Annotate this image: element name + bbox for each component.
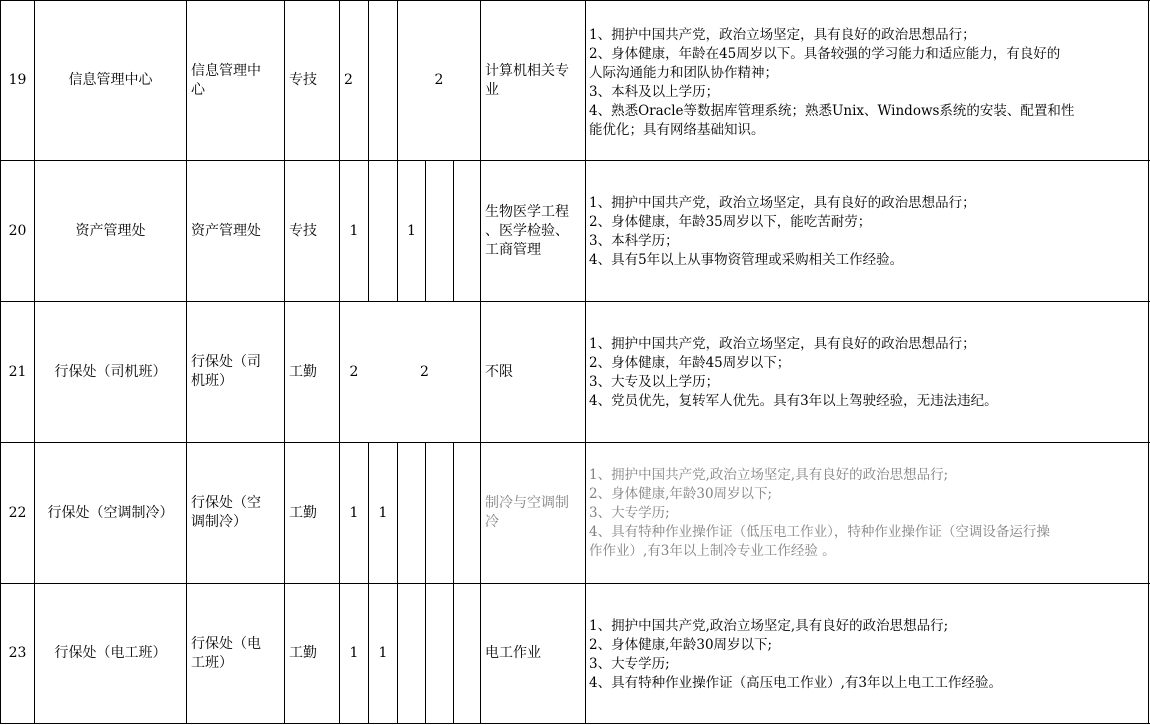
major-line: 冷 <box>485 514 499 530</box>
post-type: 工勤 <box>289 363 317 380</box>
requirement-line: 2、身体健康,年龄30周岁以下; <box>589 486 773 502</box>
requirement-line: 作作业）,有3年以上制冷专业工作经验 。 <box>589 543 836 559</box>
requirements-text <box>589 194 1147 270</box>
requirements-text <box>589 335 1147 411</box>
major-line: 工商管理 <box>485 241 541 258</box>
requirement-line: 3、大专及以上学历； <box>589 374 720 390</box>
department-name: 行保处（电工班） <box>54 645 167 661</box>
post-name-line: 行保处（司 <box>191 354 261 370</box>
column-divider <box>397 442 398 583</box>
post-name-line: 机班） <box>191 373 233 389</box>
post-name <box>187 302 284 442</box>
department-name: 行保处（司机班） <box>54 363 167 380</box>
headcount: 1 <box>349 645 359 661</box>
column-divider <box>453 583 454 724</box>
post-name-line: 工班） <box>191 654 233 671</box>
department-name: 信息管理中心 <box>68 72 153 88</box>
headcount-sub: 1 <box>378 645 388 661</box>
requirement-line: 1、拥护中国共产党，政治立场坚定，具有良好的政治思想品行； <box>589 336 976 352</box>
requirement-line: 3、本科学历； <box>589 233 679 249</box>
major-line: 业 <box>485 81 499 98</box>
row-number: 21 <box>8 363 27 380</box>
requirement-line: 4、具有特种作业操作证（低压电工作业），特种作业操作证（空调设备运行操 <box>589 524 1050 540</box>
column-divider <box>425 160 426 301</box>
headcount: 2 <box>349 363 359 380</box>
post-type: 专技 <box>289 222 317 239</box>
major-line: 生物医学工程 <box>485 203 569 220</box>
post-name: 资产管理处 <box>191 222 261 239</box>
requirement-line: 1、拥护中国共产党，政治立场坚定，具有良好的政治思想品行； <box>589 195 976 211</box>
row-number: 20 <box>8 222 27 239</box>
requirement-line: 1、拥护中国共产党，政治立场坚定，具有良好的政治思想品行； <box>589 27 976 43</box>
post-name-line: 行保处（电 <box>191 635 261 652</box>
post-type: 专技 <box>289 72 317 88</box>
post-name <box>187 1 284 160</box>
requirement-line: 4、具有特种作业操作证（高压电工作业）,有3年以上电工工作经验。 <box>589 675 1002 691</box>
post-name-line: 信息管理中 <box>191 62 261 79</box>
headcount-sub: 1 <box>378 504 388 521</box>
post-type: 工勤 <box>289 504 317 521</box>
post-name-line: 心 <box>191 81 205 98</box>
column-divider <box>368 160 369 301</box>
major-requirement <box>481 161 585 301</box>
requirement-line: 3、本科及以上学历； <box>589 84 720 100</box>
row-number: 23 <box>8 645 27 661</box>
department-name: 资产管理处 <box>75 222 146 239</box>
headcount: 2 <box>344 72 353 88</box>
column-divider <box>425 583 426 724</box>
column-divider <box>453 160 454 301</box>
requirements-text <box>589 26 1147 140</box>
post-name-line: 调制冷） <box>191 514 247 530</box>
requirement-line: 人际沟通能力和团队协作精神； <box>589 65 778 81</box>
column-divider <box>1148 0 1149 724</box>
post-name <box>187 443 284 583</box>
headcount: 1 <box>349 222 359 239</box>
row-number: 19 <box>8 72 27 88</box>
column-divider <box>585 0 586 724</box>
column-divider <box>368 0 369 160</box>
headcount-sub: 1 <box>407 222 416 239</box>
major-requirement <box>481 443 585 583</box>
headcount: 1 <box>349 504 359 521</box>
major-line: 制冷与空调制 <box>485 495 569 511</box>
requirement-line: 4、具有5年以上从事物资管理或采购相关工作经验。 <box>589 252 904 268</box>
column-divider <box>425 442 426 583</box>
requirement-line: 2、身体健康,年龄30周岁以下; <box>589 637 773 653</box>
requirement-line: 1、拥护中国共产党,政治立场坚定,具有良好的政治思想品行; <box>589 618 949 634</box>
major-requirement <box>481 1 585 160</box>
requirement-line: 3、大专学历; <box>589 505 670 521</box>
requirement-line: 4、党员优先，复转军人优先。具有3年以上驾驶经验，无违法违纪。 <box>589 393 998 409</box>
requirement-line: 3、大专学历; <box>589 656 670 672</box>
row-divider <box>0 723 1150 724</box>
requirements-text <box>589 617 1147 693</box>
major-requirement: 电工作业 <box>485 645 541 661</box>
requirements-text <box>589 466 1147 561</box>
major-requirement: 不限 <box>485 363 513 380</box>
requirement-line: 2、身体健康，年龄45周岁以下； <box>589 355 791 371</box>
requirement-line: 4、熟悉Oracle等数据库管理系统；熟悉Unix、Windows系统的安装、配置和性 <box>589 103 1075 119</box>
post-type: 工勤 <box>289 645 317 661</box>
requirement-line: 1、拥护中国共产党,政治立场坚定,具有良好的政治思想品行; <box>589 467 949 483</box>
headcount-sub: 2 <box>420 363 429 380</box>
column-divider <box>397 583 398 724</box>
post-name-line: 行保处（空 <box>191 495 261 511</box>
major-line: 计算机相关专 <box>485 62 569 79</box>
department-name: 行保处（空调制冷） <box>47 504 174 521</box>
requirement-line: 2、身体健康，年龄在45周岁以下。具备较强的学习能力和适应能力，有良好的 <box>589 46 1061 62</box>
major-line: 、医学检验、 <box>485 222 569 239</box>
headcount-sub: 2 <box>434 72 444 88</box>
row-number: 22 <box>8 504 27 521</box>
column-divider <box>453 442 454 583</box>
requirement-line: 能优化；具有网络基础知识。 <box>589 122 765 138</box>
requirement-line: 2、身体健康，年龄35周岁以下，能吃苦耐劳； <box>589 214 872 230</box>
post-name <box>187 584 284 723</box>
